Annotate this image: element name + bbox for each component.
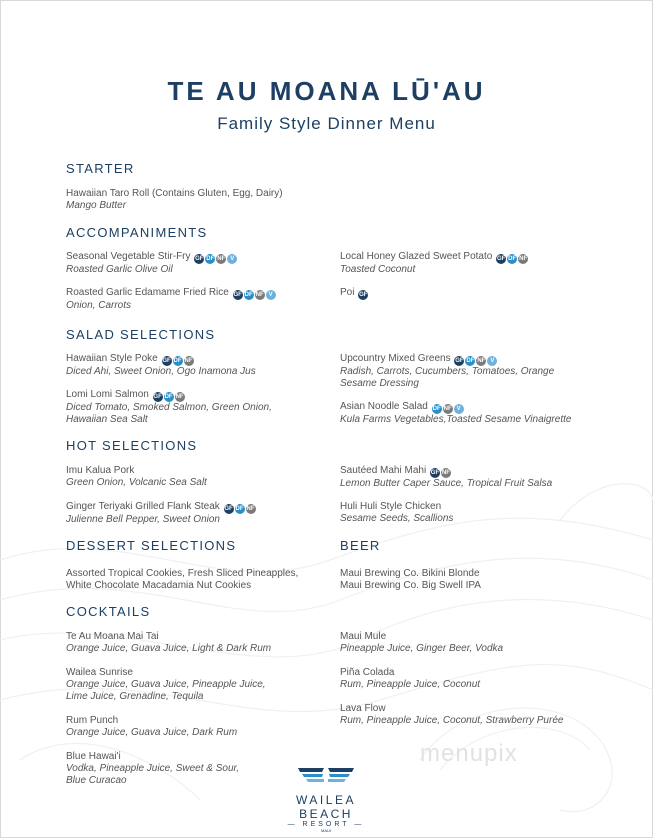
item-description: Toasted Coconut: [340, 264, 416, 275]
item-name-text: Hawaiian Taro Roll (Contains Gluten, Egg, Dairy): [66, 188, 283, 199]
item-name-text: Roasted Garlic Edamame Fried Rice: [66, 287, 229, 298]
item-name-text: Maui Brewing Co. Bikini Blonde: [340, 568, 480, 579]
item-description: Kula Farms Vegetables,Toasted Sesame Vinaigrette: [340, 414, 572, 425]
item-name: [340, 501, 605, 513]
item-description: Radish, Carrots, Cucumbers, Tomatoes, Orange: [340, 366, 555, 377]
item-description: Orange Juice, Guava Juice, Light & Dark Rum: [66, 643, 272, 654]
menu-item: [340, 287, 605, 300]
item-name-line: White Chocolate Macadamia Nut Cookies: [66, 580, 252, 591]
logo-resort: RESORT: [302, 821, 350, 828]
item-name: [66, 353, 331, 366]
item-name-text: Sautéed Mahi Mahi: [340, 465, 427, 476]
nf-badge-icon: NF: [246, 506, 255, 512]
logo-line3: MAUI: [321, 828, 331, 833]
menu-item: [66, 251, 331, 276]
section-heading: COCKTAILS: [66, 604, 151, 619]
item-name-text: Huli Huli Style Chicken: [340, 501, 442, 512]
menu-item: [66, 287, 331, 312]
v-badge-icon: V: [454, 404, 464, 414]
item-name: [66, 465, 331, 477]
section-heading: STARTER: [66, 161, 135, 176]
menu-item: [66, 631, 331, 655]
section-heading: BEER: [340, 538, 381, 553]
item-name: [340, 631, 605, 643]
resort-logo: [268, 765, 384, 833]
menu-item: [340, 667, 605, 691]
item-name: [66, 287, 331, 300]
item-name-text: Seasonal Vegetable Stir-Fry: [66, 251, 191, 262]
wave-wings-icon: [294, 765, 358, 785]
menu-title: TE AU MOANA LŪ'AU: [167, 76, 486, 106]
item-name-text: Imu Kalua Pork: [66, 465, 135, 476]
menu-item: [66, 353, 331, 378]
item-description: Sesame Seeds, Scallions: [340, 513, 454, 524]
gf-badge-icon: GF: [153, 394, 162, 400]
gf-badge-icon: GF: [359, 292, 368, 298]
item-description: Orange Juice, Guava Juice, Pineapple Juice,: [66, 679, 266, 690]
item-name: [340, 287, 605, 300]
menu-item: [66, 465, 331, 489]
nf-badge-icon: NF: [443, 406, 452, 412]
item-name: [66, 251, 331, 264]
item-description: Green Onion, Volcanic Sea Salt: [66, 477, 207, 488]
gf-badge-icon: GF: [496, 256, 506, 262]
logo-line2: — RESORT —: [287, 821, 365, 828]
menu-item: [340, 251, 605, 276]
nf-badge-icon: NF: [217, 256, 226, 262]
item-description: Pineapple Juice, Ginger Beer, Vodka: [340, 643, 504, 654]
gf-badge-icon: GF: [195, 256, 204, 262]
item-description: Diced Tomato, Smoked Salmon, Green Onion,: [66, 402, 272, 413]
item-description: Julienne Bell Pepper, Sweet Onion: [66, 514, 220, 525]
item-name-text: Te Au Moana Mai Tai: [66, 631, 159, 642]
logo-line1: WAILEA BEACH: [296, 793, 356, 821]
item-name: [340, 568, 605, 580]
section-heading: HOT SELECTIONS: [66, 438, 198, 453]
nf-badge-icon: NF: [477, 358, 486, 364]
df-badge-icon: DF: [466, 358, 475, 364]
item-name: [340, 401, 605, 414]
item-name-text: Upcountry Mixed Greens: [340, 353, 451, 364]
item-name: [66, 501, 331, 514]
gf-badge-icon: GF: [233, 292, 242, 298]
menu-item: [66, 389, 331, 426]
item-name-text: Ginger Teriyaki Grilled Flank Steak: [66, 501, 220, 512]
section-heading: SALAD SELECTIONS: [66, 327, 216, 342]
item-name: [66, 667, 331, 679]
item-description: Mango Butter: [66, 200, 127, 211]
df-badge-icon: DF: [206, 256, 215, 262]
item-description: Roasted Garlic Olive Oil: [66, 264, 173, 275]
nf-badge-icon: NF: [184, 358, 193, 364]
item-name-text: Local Honey Glazed Sweet Potato: [340, 251, 493, 262]
item-name: [66, 715, 331, 727]
nf-badge-icon: NF: [175, 394, 184, 400]
menu-item: [340, 465, 605, 490]
menu-item: [340, 631, 605, 655]
item-name-text: Assorted Tropical Cookies, Fresh Sliced Pineapples,: [66, 568, 299, 579]
item-name-text: Hawaiian Style Poke: [66, 353, 158, 364]
df-badge-icon: DF: [432, 406, 441, 412]
menu-item: [340, 703, 605, 727]
item-name-text: Asian Noodle Salad: [340, 401, 428, 412]
item-name: [66, 188, 331, 200]
item-name-line: Maui Brewing Co. Big Swell IPA: [340, 580, 481, 591]
gf-badge-icon: GF: [224, 506, 233, 512]
item-name-text: Poi: [340, 287, 355, 298]
nf-badge-icon: NF: [441, 470, 450, 476]
item-name: [340, 251, 605, 264]
item-name: [66, 751, 331, 763]
item-name: [66, 389, 331, 402]
item-name-text: Wailea Sunrise: [66, 667, 133, 678]
menu-subtitle: Family Style Dinner Menu: [217, 114, 436, 133]
menu-item: [340, 401, 605, 426]
item-name-text: Rum Punch: [66, 715, 119, 726]
item-name: [340, 667, 605, 679]
item-description: Rum, Pineapple Juice, Coconut: [340, 679, 481, 690]
menu-item: [66, 501, 331, 526]
df-badge-icon: DF: [508, 256, 517, 262]
item-description: Blue Curacao: [66, 775, 127, 786]
menu-item: [66, 715, 331, 739]
menu-item: [66, 667, 331, 703]
item-name: [340, 353, 605, 366]
item-name-text: Maui Mule: [340, 631, 387, 642]
gf-badge-icon: GF: [162, 358, 171, 364]
menu-item: [66, 568, 331, 592]
item-description: Lime Juice, Grenadine, Tequila: [66, 691, 204, 702]
item-name: [340, 703, 605, 715]
section-heading: DESSERT SELECTIONS: [66, 538, 237, 553]
item-description: Sesame Dressing: [340, 378, 419, 389]
v-badge-icon: V: [487, 356, 497, 366]
item-name-text: Blue Hawai'i: [66, 751, 121, 762]
item-description: Vodka, Pineapple Juice, Sweet & Sour,: [66, 763, 240, 774]
gf-badge-icon: GF: [455, 358, 464, 364]
item-name: [66, 631, 331, 643]
item-description: Diced Ahi, Sweet Onion, Ogo Inamona Jus: [66, 366, 256, 377]
df-badge-icon: DF: [235, 506, 244, 512]
menu-item: [66, 188, 331, 212]
item-name: [66, 568, 331, 580]
item-name-text: Lava Flow: [340, 703, 386, 714]
nf-badge-icon: NF: [255, 292, 264, 298]
nf-badge-icon: NF: [519, 256, 528, 262]
v-badge-icon: V: [266, 290, 276, 300]
item-description: Onion, Carrots: [66, 300, 132, 311]
menu-item: [340, 353, 605, 390]
df-badge-icon: DF: [164, 394, 173, 400]
menu-item: [340, 568, 605, 592]
section-heading: ACCOMPANIMENTS: [66, 225, 208, 240]
df-badge-icon: DF: [244, 292, 253, 298]
item-description: Lemon Butter Caper Sauce, Tropical Fruit Salsa: [340, 478, 553, 489]
menu-item: [340, 501, 605, 525]
item-name-text: Lomi Lomi Salmon: [66, 389, 149, 400]
item-description: Hawaiian Sea Salt: [66, 414, 148, 425]
df-badge-icon: DF: [173, 358, 182, 364]
gf-badge-icon: GF: [430, 470, 440, 476]
item-name: [340, 465, 605, 478]
menupix-watermark: menupix: [420, 740, 518, 767]
v-badge-icon: V: [227, 254, 237, 264]
item-description: Rum, Pineapple Juice, Coconut, Strawberry Purée: [340, 715, 564, 726]
item-description: Orange Juice, Guava Juice, Dark Rum: [66, 727, 238, 738]
item-name-text: Piña Colada: [340, 667, 395, 678]
